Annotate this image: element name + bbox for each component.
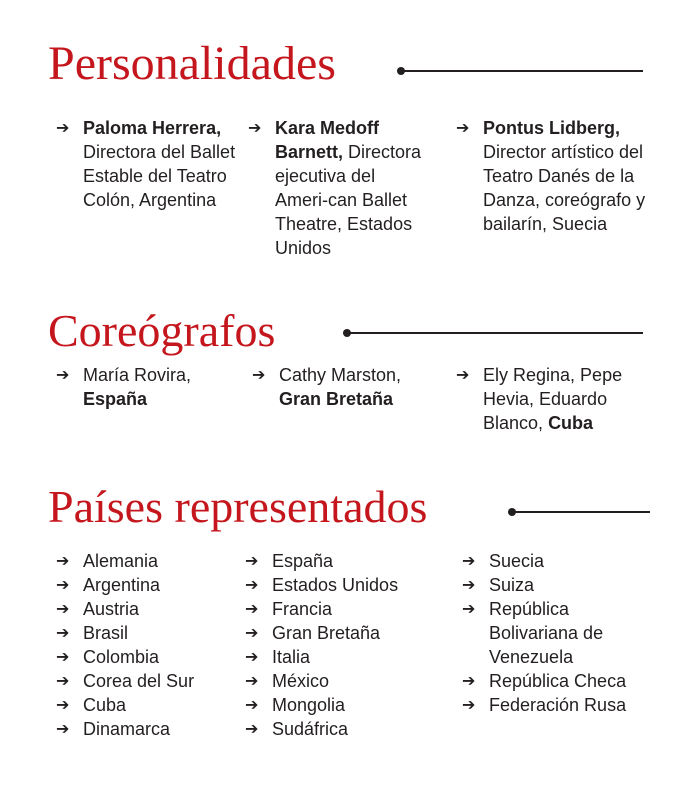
country-item bbox=[56, 717, 236, 741]
country-name: Cuba bbox=[83, 695, 127, 715]
country-name: Italia bbox=[272, 647, 311, 667]
arrow-icon: ➔ bbox=[56, 365, 70, 384]
arrow-icon: ➔ bbox=[56, 575, 70, 594]
country-item bbox=[462, 549, 642, 573]
person-name: Kara Medoff Barnett, bbox=[275, 118, 380, 162]
country-item bbox=[56, 693, 236, 717]
heading-rule bbox=[512, 511, 650, 513]
country-item bbox=[56, 573, 236, 597]
country-name: Colombia bbox=[83, 647, 160, 667]
country-item bbox=[245, 621, 435, 645]
country-item bbox=[462, 669, 642, 693]
country-name: México bbox=[272, 671, 330, 691]
country-name: Austria bbox=[83, 599, 140, 619]
person-name: Pontus Lidberg, bbox=[483, 118, 620, 138]
arrow-icon: ➔ bbox=[56, 551, 70, 570]
country-name: Corea del Sur bbox=[83, 671, 195, 691]
person-card bbox=[456, 116, 656, 236]
arrow-icon: ➔ bbox=[56, 695, 70, 714]
country-item bbox=[245, 549, 435, 573]
arrow-icon: ➔ bbox=[56, 623, 70, 642]
choreographer-item bbox=[456, 363, 641, 435]
country-item bbox=[462, 597, 642, 669]
country-item bbox=[245, 597, 435, 621]
person-name: Paloma Herrera, bbox=[83, 118, 222, 138]
arrow-icon: ➔ bbox=[462, 575, 476, 594]
country-item bbox=[245, 645, 435, 669]
country-name: República Bolivariana de Venezuela bbox=[489, 599, 604, 667]
country-name: Mongolia bbox=[272, 695, 346, 715]
country-column bbox=[56, 549, 236, 741]
arrow-icon: ➔ bbox=[245, 719, 259, 738]
country-item bbox=[56, 549, 236, 573]
country-name: Dinamarca bbox=[83, 719, 171, 739]
arrow-icon: ➔ bbox=[462, 671, 476, 690]
arrow-icon: ➔ bbox=[462, 599, 476, 618]
arrow-icon: ➔ bbox=[252, 365, 266, 384]
country-name: Francia bbox=[272, 599, 333, 619]
country-name: España bbox=[272, 551, 334, 571]
section-coreografos bbox=[0, 300, 700, 450]
arrow-icon: ➔ bbox=[56, 719, 70, 738]
country-item bbox=[245, 669, 435, 693]
arrow-icon: ➔ bbox=[245, 551, 259, 570]
country-name: Argentina bbox=[83, 575, 161, 595]
section-personalidades bbox=[0, 0, 700, 260]
choreographer-country: Gran Bretaña bbox=[279, 389, 394, 409]
arrow-icon: ➔ bbox=[456, 365, 470, 384]
country-item bbox=[56, 621, 236, 645]
country-item bbox=[56, 645, 236, 669]
choreographer-item bbox=[252, 363, 432, 411]
country-name: Federación Rusa bbox=[489, 695, 627, 715]
country-item bbox=[245, 693, 435, 717]
choreographer-country: España bbox=[83, 389, 148, 409]
country-item bbox=[56, 597, 236, 621]
choreographer-name: María Rovira, bbox=[83, 365, 192, 385]
arrow-icon: ➔ bbox=[245, 671, 259, 690]
country-item bbox=[56, 669, 236, 693]
section-paises bbox=[0, 480, 700, 780]
heading-rule bbox=[347, 332, 643, 334]
person-description: Directora del Ballet Estable del Teatro Colón, Argentina bbox=[83, 142, 236, 210]
country-item bbox=[245, 717, 435, 741]
country-name: Alemania bbox=[83, 551, 159, 571]
arrow-icon: ➔ bbox=[56, 647, 70, 666]
country-name: Estados Unidos bbox=[272, 575, 399, 595]
country-name: Gran Bretaña bbox=[272, 623, 381, 643]
country-item bbox=[462, 693, 642, 717]
country-column bbox=[245, 549, 435, 741]
person-card bbox=[56, 116, 236, 212]
heading-coreografos: Coreógrafos bbox=[48, 305, 276, 356]
arrow-icon: ➔ bbox=[56, 118, 70, 137]
country-name: República Checa bbox=[489, 671, 627, 691]
country-name: Suiza bbox=[489, 575, 535, 595]
choreographer-country: Cuba bbox=[548, 413, 594, 433]
country-name: Suecia bbox=[489, 551, 545, 571]
choreographer-name: Cathy Marston, bbox=[279, 365, 402, 385]
country-item bbox=[462, 573, 642, 597]
country-name: Sudáfrica bbox=[272, 719, 349, 739]
arrow-icon: ➔ bbox=[56, 671, 70, 690]
arrow-icon: ➔ bbox=[245, 623, 259, 642]
arrow-icon: ➔ bbox=[245, 647, 259, 666]
person-card bbox=[248, 116, 430, 260]
heading-personalidades: Personalidades bbox=[48, 37, 336, 90]
arrow-icon: ➔ bbox=[245, 695, 259, 714]
country-column bbox=[462, 549, 642, 717]
arrow-icon: ➔ bbox=[248, 118, 262, 137]
country-name: Brasil bbox=[83, 623, 129, 643]
arrow-icon: ➔ bbox=[245, 599, 259, 618]
heading-paises: Países representados bbox=[48, 481, 428, 532]
arrow-icon: ➔ bbox=[456, 118, 470, 137]
person-description: Directora ejecutiva del Ameri-can Ballet Theatre, Estados Unidos bbox=[275, 142, 422, 258]
heading-rule bbox=[401, 70, 643, 72]
arrow-icon: ➔ bbox=[462, 695, 476, 714]
choreographer-name: Ely Regina, Pepe Hevia, Eduardo Blanco, bbox=[483, 365, 623, 433]
arrow-icon: ➔ bbox=[245, 575, 259, 594]
country-item bbox=[245, 573, 435, 597]
arrow-icon: ➔ bbox=[56, 599, 70, 618]
choreographer-item bbox=[56, 363, 221, 411]
arrow-icon: ➔ bbox=[462, 551, 476, 570]
person-description: Director artístico del Teatro Danés de la Danza, coreógrafo y bailarín, Suecia bbox=[483, 142, 646, 234]
